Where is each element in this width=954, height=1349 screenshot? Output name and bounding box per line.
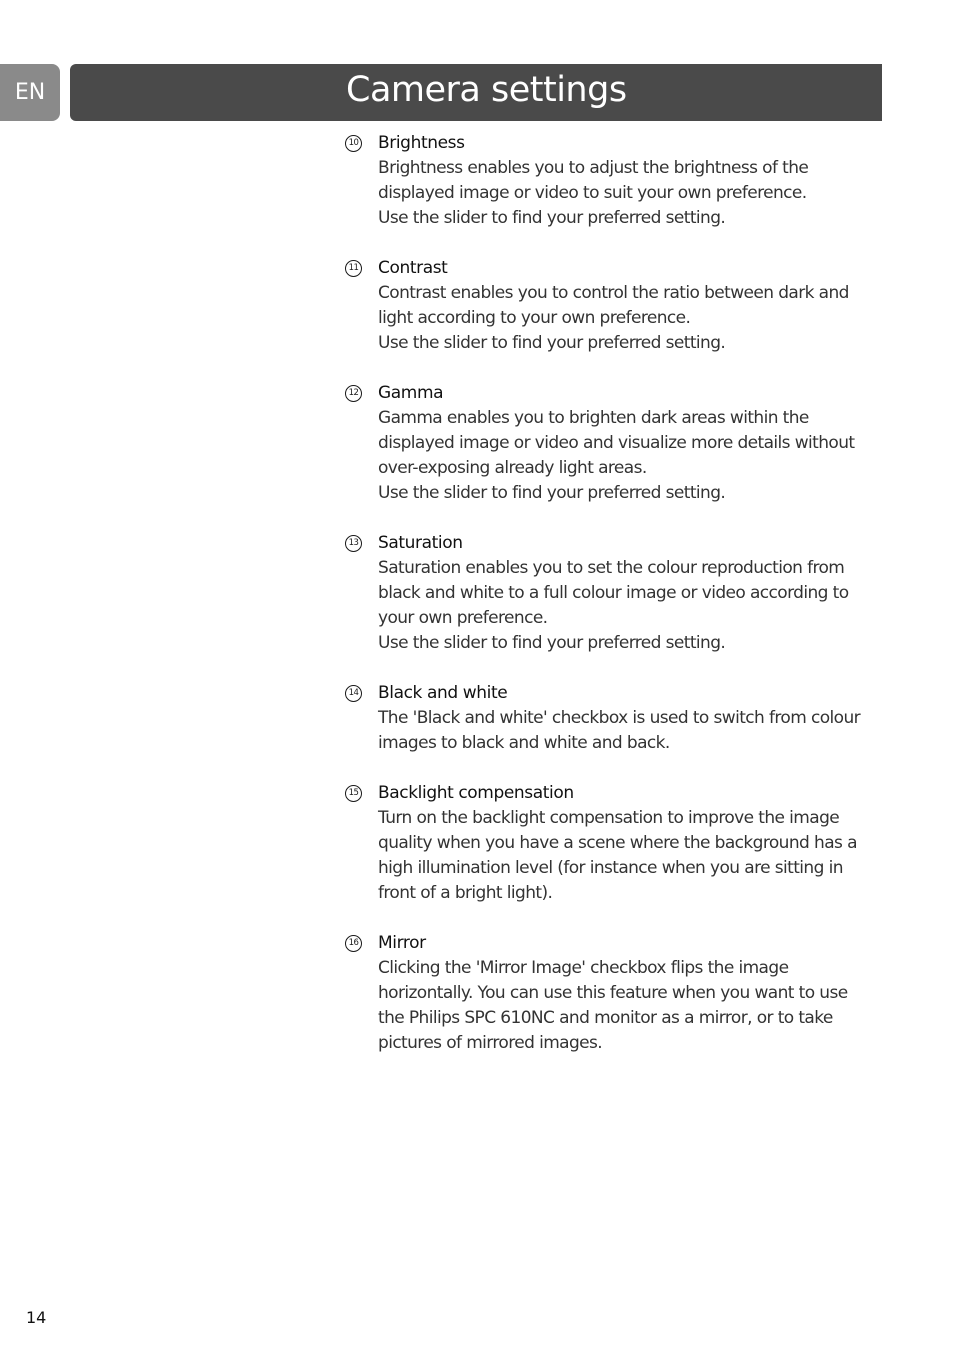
- item-number-badge: 16: [345, 935, 362, 952]
- item-title: Saturation: [378, 533, 463, 553]
- item-description: Clicking the 'Mirror Image' checkbox flips the image horizontally. You can use this feature when you want to use the Philips SPC 610NC and monitor as a mirror, or to take pictures of mirrored images.: [378, 958, 848, 1053]
- item-description: Brightness enables you to adjust the brightness of the displayed image or video to suit your own preference. Use the slider to find your preferred setting.: [378, 158, 809, 228]
- page-title: Camera settings: [346, 70, 627, 110]
- item-title: Mirror: [378, 933, 426, 953]
- setting-item-contrast: [345, 256, 885, 356]
- item-number-badge: 15: [345, 785, 362, 802]
- setting-item-black-and-white: [345, 681, 885, 756]
- item-title: Gamma: [378, 383, 444, 403]
- setting-item-mirror: [345, 931, 885, 1056]
- header-bar: [70, 64, 882, 121]
- setting-item-gamma: [345, 381, 885, 506]
- settings-list: [345, 131, 885, 1056]
- item-number-badge: 13: [345, 535, 362, 552]
- item-number-badge: 10: [345, 135, 362, 152]
- item-description: Turn on the backlight compensation to improve the image quality when you have a scene where the background has a high illumination level (for instance when you are sitting in front of a bright light).: [378, 808, 857, 903]
- item-number-badge: 11: [345, 260, 362, 277]
- setting-item-saturation: [345, 531, 885, 656]
- item-description: Contrast enables you to control the ratio between dark and light according to your own preference. Use the slider to find your preferred setting.: [378, 283, 849, 353]
- item-description: The 'Black and white' checkbox is used to switch from colour images to black and white and back.: [378, 708, 861, 753]
- item-description: Saturation enables you to set the colour reproduction from black and white to a full colour image or video according to your own preference. Use the slider to find your preferred setting.: [378, 558, 849, 653]
- setting-item-brightness: [345, 131, 885, 231]
- item-title: Brightness: [378, 133, 465, 153]
- setting-item-backlight-compensation: [345, 781, 885, 906]
- item-description: Gamma enables you to brighten dark areas within the displayed image or video and visualize more details without over-exposing already light areas. Use the slider to find your preferred setting.: [378, 408, 855, 503]
- item-title: Backlight compensation: [378, 783, 574, 803]
- item-title: Contrast: [378, 258, 448, 278]
- item-number-badge: 12: [345, 385, 362, 402]
- item-title: Black and white: [378, 683, 508, 703]
- item-number-badge: 14: [345, 685, 362, 702]
- page-number: 14: [26, 1308, 47, 1327]
- language-tab: EN: [0, 64, 60, 121]
